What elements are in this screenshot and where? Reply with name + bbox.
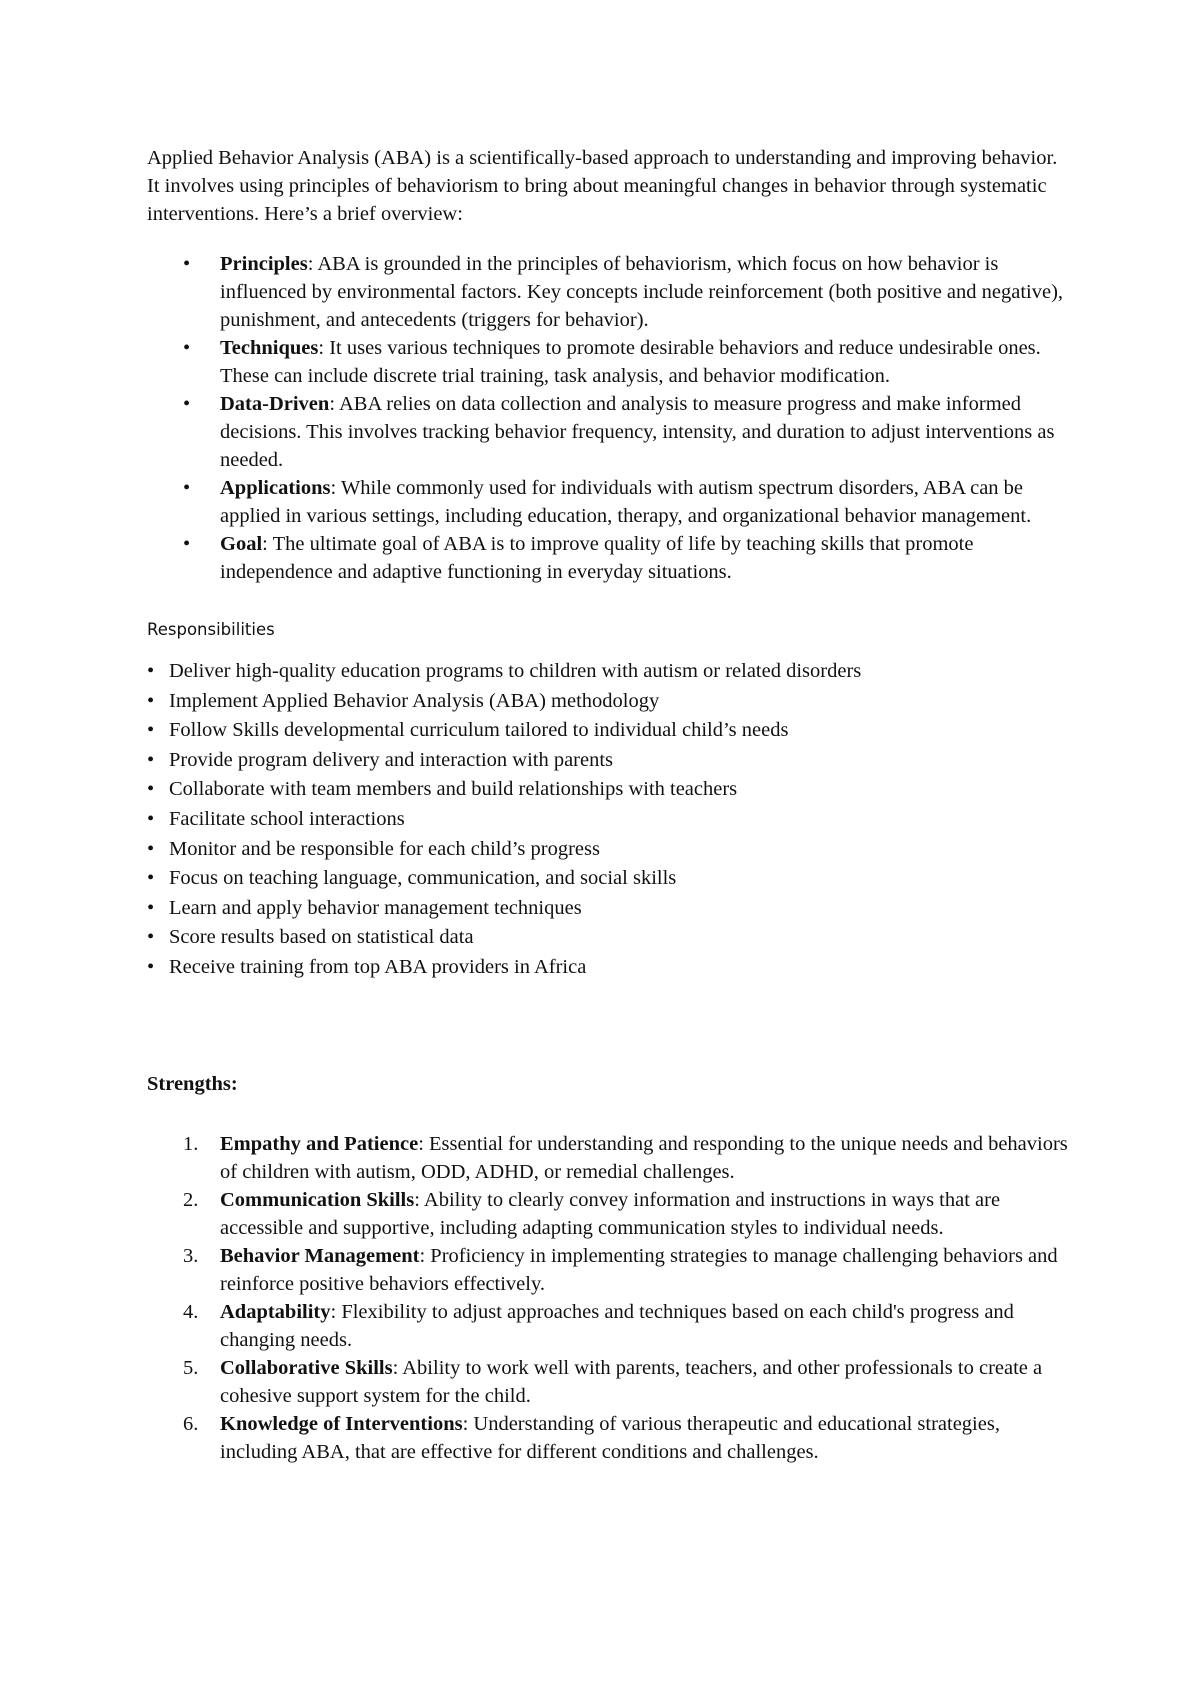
bullet-icon: • bbox=[147, 896, 155, 919]
bullet-icon: • bbox=[183, 477, 191, 499]
bullet-icon: • bbox=[147, 719, 155, 742]
list-item bbox=[147, 250, 1070, 334]
list-item bbox=[147, 1130, 1070, 1186]
item-number: 5. bbox=[183, 1356, 199, 1379]
item-term: Goal bbox=[220, 533, 263, 555]
item-text: Facilitate school interactions bbox=[169, 807, 405, 830]
bullet-icon: • bbox=[147, 689, 155, 712]
bullet-icon: • bbox=[147, 955, 155, 978]
item-text: : Understanding of various therapeutic and educational strategies, including ABA, that are effective for different conditions and challenges. bbox=[220, 1412, 1000, 1463]
overview-list bbox=[147, 250, 1070, 586]
item-number: 1. bbox=[183, 1132, 199, 1155]
item-text: : Flexibility to adjust approaches and techniques based on each child's progress and changing needs. bbox=[220, 1300, 1014, 1351]
list-item bbox=[147, 474, 1070, 530]
intro-paragraph: Applied Behavior Analysis (ABA) is a scientifically-based approach to understanding and improving behavior. It involves using principles of behaviorism to bring about meaningful changes in behavior through systematic interventions. Here’s a brief overview: bbox=[147, 147, 1058, 225]
item-text: Score results based on statistical data bbox=[169, 926, 474, 949]
bullet-icon: • bbox=[147, 926, 155, 949]
item-number: 4. bbox=[183, 1300, 199, 1323]
item-term: Collaborative Skills bbox=[220, 1356, 393, 1379]
list-item bbox=[147, 1298, 1070, 1354]
item-text: Implement Applied Behavior Analysis (ABA) methodology bbox=[169, 689, 660, 712]
item-text: Deliver high-quality education programs to children with autism or related disorders bbox=[169, 660, 862, 682]
list-item bbox=[147, 657, 1070, 687]
bullet-icon: • bbox=[147, 748, 155, 771]
list-item bbox=[147, 334, 1070, 390]
list-item bbox=[147, 1354, 1070, 1410]
bullet-icon: • bbox=[183, 253, 191, 275]
bullet-icon: • bbox=[183, 337, 191, 359]
item-text: : Ability to work well with parents, teachers, and other professionals to create a cohesive support system for the child. bbox=[220, 1356, 1043, 1407]
item-term: Techniques bbox=[220, 337, 319, 359]
strengths-list bbox=[147, 1130, 1070, 1466]
strengths-heading: Strengths: bbox=[147, 1072, 238, 1095]
item-text: : Essential for understanding and responding to the unique needs and behaviors of children with autism, ODD, ADHD, or remedial challenges. bbox=[220, 1132, 1068, 1183]
list-item bbox=[147, 894, 1070, 924]
item-text: Learn and apply behavior management techniques bbox=[169, 896, 582, 919]
bullet-icon: • bbox=[183, 533, 191, 555]
bullet-icon: • bbox=[147, 837, 155, 860]
list-item bbox=[147, 530, 1070, 586]
list-item bbox=[147, 390, 1070, 474]
item-text: : ABA is grounded in the principles of behaviorism, which focus on how behavior is influenced by environmental factors. Key concepts include reinforcement (both positive and negative), punishment, and antecedents (triggers for behavior). bbox=[220, 253, 1064, 331]
item-text: Follow Skills developmental curriculum tailored to individual child’s needs bbox=[169, 719, 789, 742]
item-text: : Ability to clearly convey information and instructions in ways that are accessible and supportive, including adapting communication styles to individual needs. bbox=[220, 1188, 1001, 1239]
responsibilities-heading: Responsibilities bbox=[147, 620, 275, 639]
list-item bbox=[147, 716, 1070, 746]
bullet-icon: • bbox=[147, 660, 155, 682]
item-term: Empathy and Patience bbox=[220, 1132, 419, 1155]
item-term: Knowledge of Interventions bbox=[220, 1412, 463, 1435]
responsibilities-list bbox=[147, 657, 1070, 983]
item-term: Principles bbox=[220, 253, 308, 275]
item-text: : The ultimate goal of ABA is to improve quality of life by teaching skills that promote independence and adaptive functioning in everyday situations. bbox=[220, 533, 974, 583]
list-item bbox=[147, 1242, 1070, 1298]
list-item bbox=[147, 805, 1070, 835]
list-item bbox=[147, 1410, 1070, 1466]
list-item bbox=[147, 687, 1070, 717]
list-item bbox=[147, 1186, 1070, 1242]
item-text: Monitor and be responsible for each child’s progress bbox=[169, 837, 600, 860]
bullet-icon: • bbox=[147, 778, 155, 801]
item-text: Collaborate with team members and build relationships with teachers bbox=[169, 778, 738, 801]
item-number: 3. bbox=[183, 1244, 199, 1267]
item-text: : It uses various techniques to promote desirable behaviors and reduce undesirable ones. These can include discrete trial training, task analysis, and behavior modification. bbox=[220, 337, 1041, 387]
item-text: Receive training from top ABA providers in Africa bbox=[169, 955, 587, 978]
list-item bbox=[147, 746, 1070, 776]
list-item bbox=[147, 835, 1070, 865]
item-term: Communication Skills bbox=[220, 1188, 415, 1211]
item-term: Applications bbox=[220, 477, 331, 499]
list-item bbox=[147, 953, 1070, 983]
bullet-icon: • bbox=[147, 867, 155, 890]
item-term: Behavior Management bbox=[220, 1244, 420, 1267]
list-item bbox=[147, 775, 1070, 805]
item-number: 6. bbox=[183, 1412, 199, 1435]
item-term: Data-Driven bbox=[220, 393, 330, 415]
item-term: Adaptability bbox=[220, 1300, 331, 1323]
list-item bbox=[147, 923, 1070, 953]
item-text: Provide program delivery and interaction with parents bbox=[169, 748, 614, 771]
bullet-icon: • bbox=[183, 393, 191, 415]
item-number: 2. bbox=[183, 1188, 199, 1211]
item-text: : Proficiency in implementing strategies to manage challenging behaviors and reinforce positive behaviors effectively. bbox=[220, 1244, 1058, 1295]
item-text: Focus on teaching language, communication, and social skills bbox=[169, 867, 677, 890]
item-text: : ABA relies on data collection and analysis to measure progress and make informed decisions. This involves tracking behavior frequency, intensity, and duration to adjust interventions as needed. bbox=[220, 393, 1055, 471]
list-item bbox=[147, 864, 1070, 894]
item-text: : While commonly used for individuals with autism spectrum disorders, ABA can be applied in various settings, including education, therapy, and organizational behavior management. bbox=[220, 477, 1032, 527]
bullet-icon: • bbox=[147, 807, 155, 830]
